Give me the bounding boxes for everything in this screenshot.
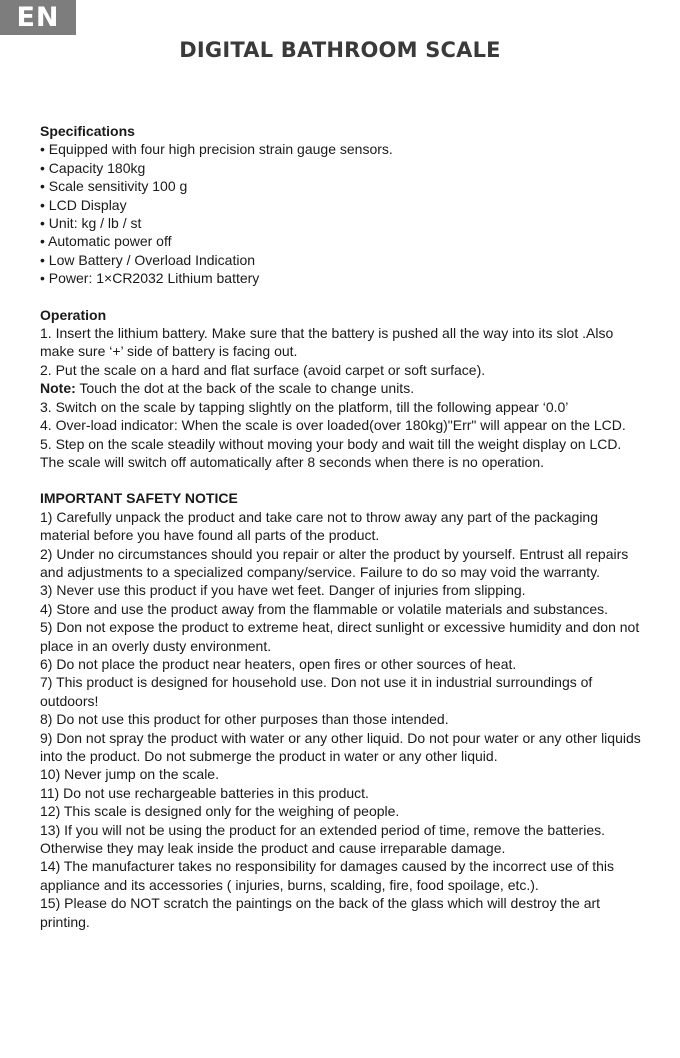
safety-item: 3) Never use this product if you have wet feet. Danger of injuries from slipping. — [40, 582, 526, 599]
spec-item: • Low Battery / Overload Indication — [40, 251, 256, 268]
spec-item: • Capacity 180kg — [40, 159, 146, 176]
spec-item: • Automatic power off — [40, 233, 172, 250]
safety-item: 1) Carefully unpack the product and take care not to throw away any part of the packaging material before you have found all parts of the product. — [40, 508, 598, 544]
spec-item: • Unit: kg / lb / st — [40, 215, 142, 232]
safety-item: 13) If you will not be using the product for an extended period of time, remove the batteries. Otherwise they may leak inside the product and cause irreparable damage. — [40, 821, 605, 857]
operation-step: 3. Switch on the scale by tapping slightly on the platform, till the following appear ‘0.0’ — [40, 398, 569, 415]
operation-step: 1. Insert the lithium battery. Make sure that the battery is pushed all the way into its slot .Also make sure ‘+’ side of battery is facing out. — [40, 325, 614, 360]
spec-item: • Scale sensitivity 100 g — [40, 178, 188, 195]
spec-item: • Power: 1×CR2032 Lithium battery — [40, 270, 260, 287]
note-label: Note: — [40, 380, 76, 397]
manual-content — [40, 122, 645, 931]
safety-item: 11) Do not use rechargeable batteries in this product. — [40, 784, 369, 801]
safety-item: 2) Under no circumstances should you repair or alter the product by yourself. Entrust all repairs and adjustments to a specialized company/service. Failure to do so may void the warranty. — [40, 545, 629, 580]
safety-item: 6) Do not place the product near heaters, open fires or other sources of heat. — [40, 655, 517, 672]
operation-note — [40, 379, 645, 397]
safety-heading: IMPORTANT SAFETY NOTICE — [40, 490, 238, 507]
safety-section — [40, 489, 645, 931]
operation-step: 2. Put the scale on a hard and flat surface (avoid carpet or soft surface). — [40, 361, 486, 378]
safety-item: 15) Please do NOT scratch the paintings on the back of the glass which will destroy the art printing. — [40, 895, 601, 930]
safety-item: 10) Never jump on the scale. — [40, 766, 219, 783]
language-badge: EN — [0, 0, 76, 35]
safety-item: 4) Store and use the product away from the flammable or volatile materials and substances. — [40, 600, 609, 617]
safety-item: 7) This product is designed for household use. Don not use it in industrial surroundings of outdoors! — [40, 674, 593, 709]
note-text: Touch the dot at the back of the scale to change units. — [75, 380, 415, 397]
operation-step: 5. Step on the scale steadily without moving your body and wait till the weight display on LCD. The scale will switch off automatically after 8 seconds when there is no operation. — [40, 435, 622, 470]
safety-item: 9) Don not spray the product with water or any other liquid. Do not pour water or any other liquids into the product. Do not submerge the product in water or any other liquid. — [40, 729, 641, 764]
spec-item: • LCD Display — [40, 196, 127, 213]
safety-item: 8) Do not use this product for other purposes than those intended. — [40, 711, 449, 728]
operation-step: 4. Over-load indicator: When the scale is over loaded(over 180kg)"Err" will appear on the LCD. — [40, 417, 626, 434]
specifications-heading: Specifications — [40, 123, 135, 139]
operation-section — [40, 306, 645, 472]
document-title: DIGITAL BATHROOM SCALE — [179, 38, 501, 62]
spec-item: • Equipped with four high precision strain gauge sensors. — [40, 141, 393, 158]
safety-item: 12) This scale is designed only for the weighing of people. — [40, 803, 400, 820]
safety-item: 5) Don not expose the product to extreme heat, direct sunlight or excessive humidity and don not place in an overly dusty environment. — [40, 619, 640, 654]
safety-item: 14) The manufacturer takes no responsibility for damages caused by the incorrect use of this appliance and its accessories ( injuries, burns, scalding, fire, food spoilage, etc.). — [40, 858, 615, 893]
specifications-section — [40, 122, 645, 288]
operation-heading: Operation — [40, 306, 107, 323]
